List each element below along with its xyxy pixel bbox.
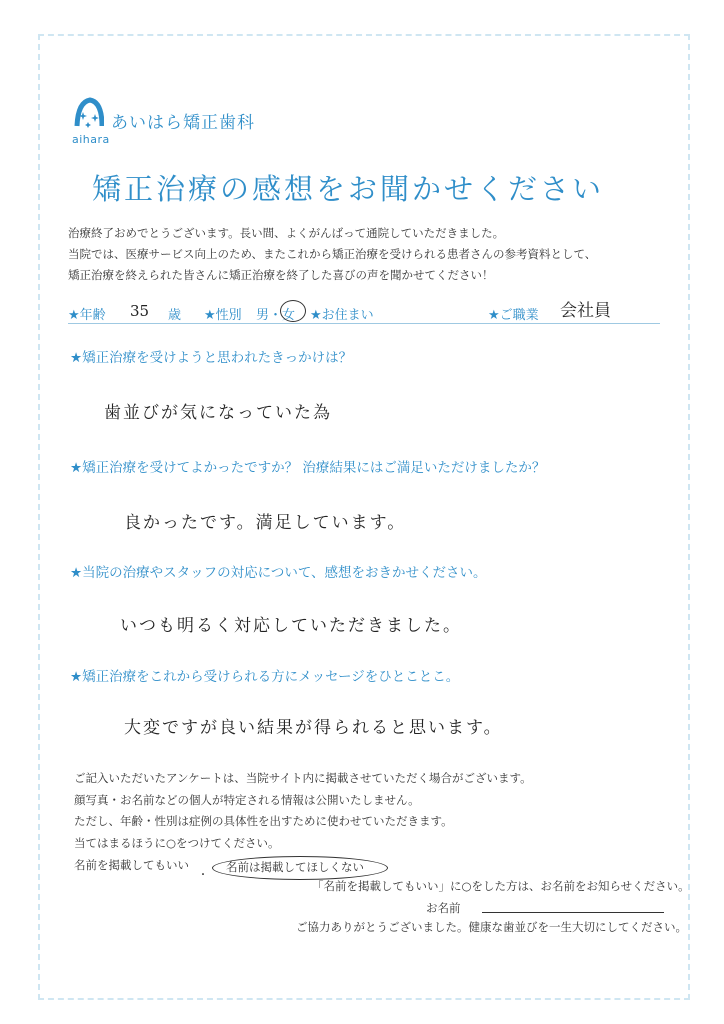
job-value: 会社員 bbox=[560, 301, 611, 321]
answer-2: 良かったです。満足しています。 bbox=[124, 513, 407, 533]
notes bbox=[74, 768, 532, 854]
clinic-name: あいはら矯正歯科 bbox=[111, 113, 255, 133]
job-label: ★ご職業 bbox=[488, 308, 539, 323]
page-title: 矯正治療の感想をお聞かせください bbox=[92, 172, 605, 206]
gender-label: ★性別 bbox=[204, 308, 242, 323]
note-line: ご記入いただいたアンケートは、当院サイト内に掲載させていただく場合がございます。 bbox=[74, 771, 532, 785]
age-unit: 歳 bbox=[168, 308, 182, 323]
answer-4: 大変ですが良い結果が得られると思います。 bbox=[124, 718, 503, 738]
option-separator: ・ bbox=[198, 870, 208, 881]
answer-1: 歯並びが気になっていた為 bbox=[104, 403, 332, 423]
question-1: ★矯正治療を受けようと思われたきっかけは？ bbox=[70, 350, 353, 366]
gender-selected-circle bbox=[280, 300, 306, 322]
question-2: ★矯正治療を受けてよかったですか？ 治療結果にはご満足いただけましたか？ bbox=[70, 460, 546, 476]
option-no-publish-name[interactable]: 名前は掲載してほしくない bbox=[226, 860, 364, 874]
profile-row bbox=[68, 302, 660, 324]
name-field-line[interactable] bbox=[482, 912, 664, 913]
logo-brand-text: aihara bbox=[72, 133, 110, 146]
option-publish-name[interactable]: 名前を掲載してもいい bbox=[74, 858, 189, 872]
age-value: 35 bbox=[130, 302, 150, 320]
thanks-text: ご協力ありがとうございました。健康な歯並びを一生大切にしてください。 bbox=[296, 920, 687, 934]
intro-line: 当院では、医療サービス向上のため、またこれから矯正治療を受けられる患者さんの参考資料として、 bbox=[68, 247, 597, 261]
note-line: 当てはまるほうに○をつけてください。 bbox=[74, 835, 280, 850]
intro-line: 治療終了おめでとうございます。長い間、よくがんばって通院していただきました。 bbox=[68, 226, 505, 240]
answer-3: いつも明るく対応していただきました。 bbox=[120, 616, 462, 636]
residence-label: ★お住まい bbox=[310, 308, 374, 323]
logo-icon bbox=[74, 96, 104, 134]
intro-line: 矯正治療を終えられた皆さんに矯正治療を終了した喜びの声を聞かせてください！ bbox=[68, 268, 494, 282]
intro-text bbox=[68, 223, 668, 286]
name-note: 「名前を掲載してもいい」に○をした方は、お名前をお知らせください。 bbox=[312, 879, 690, 893]
name-label: お名前 bbox=[426, 901, 461, 915]
note-line: ただし、年齢・性別は症例の具体性を出すために使わせていただきます。 bbox=[74, 814, 453, 828]
gender-options: 男・女 bbox=[256, 308, 296, 323]
age-label: ★年齢 bbox=[68, 308, 106, 323]
question-4: ★矯正治療をこれから受けられる方にメッセージをひとことこ。 bbox=[70, 669, 460, 685]
question-3: ★当院の治療やスタッフの対応について、感想をおきかせください。 bbox=[70, 565, 487, 581]
note-line: 顔写真・お名前などの個人が特定される情報は公開いたしません。 bbox=[74, 792, 420, 807]
